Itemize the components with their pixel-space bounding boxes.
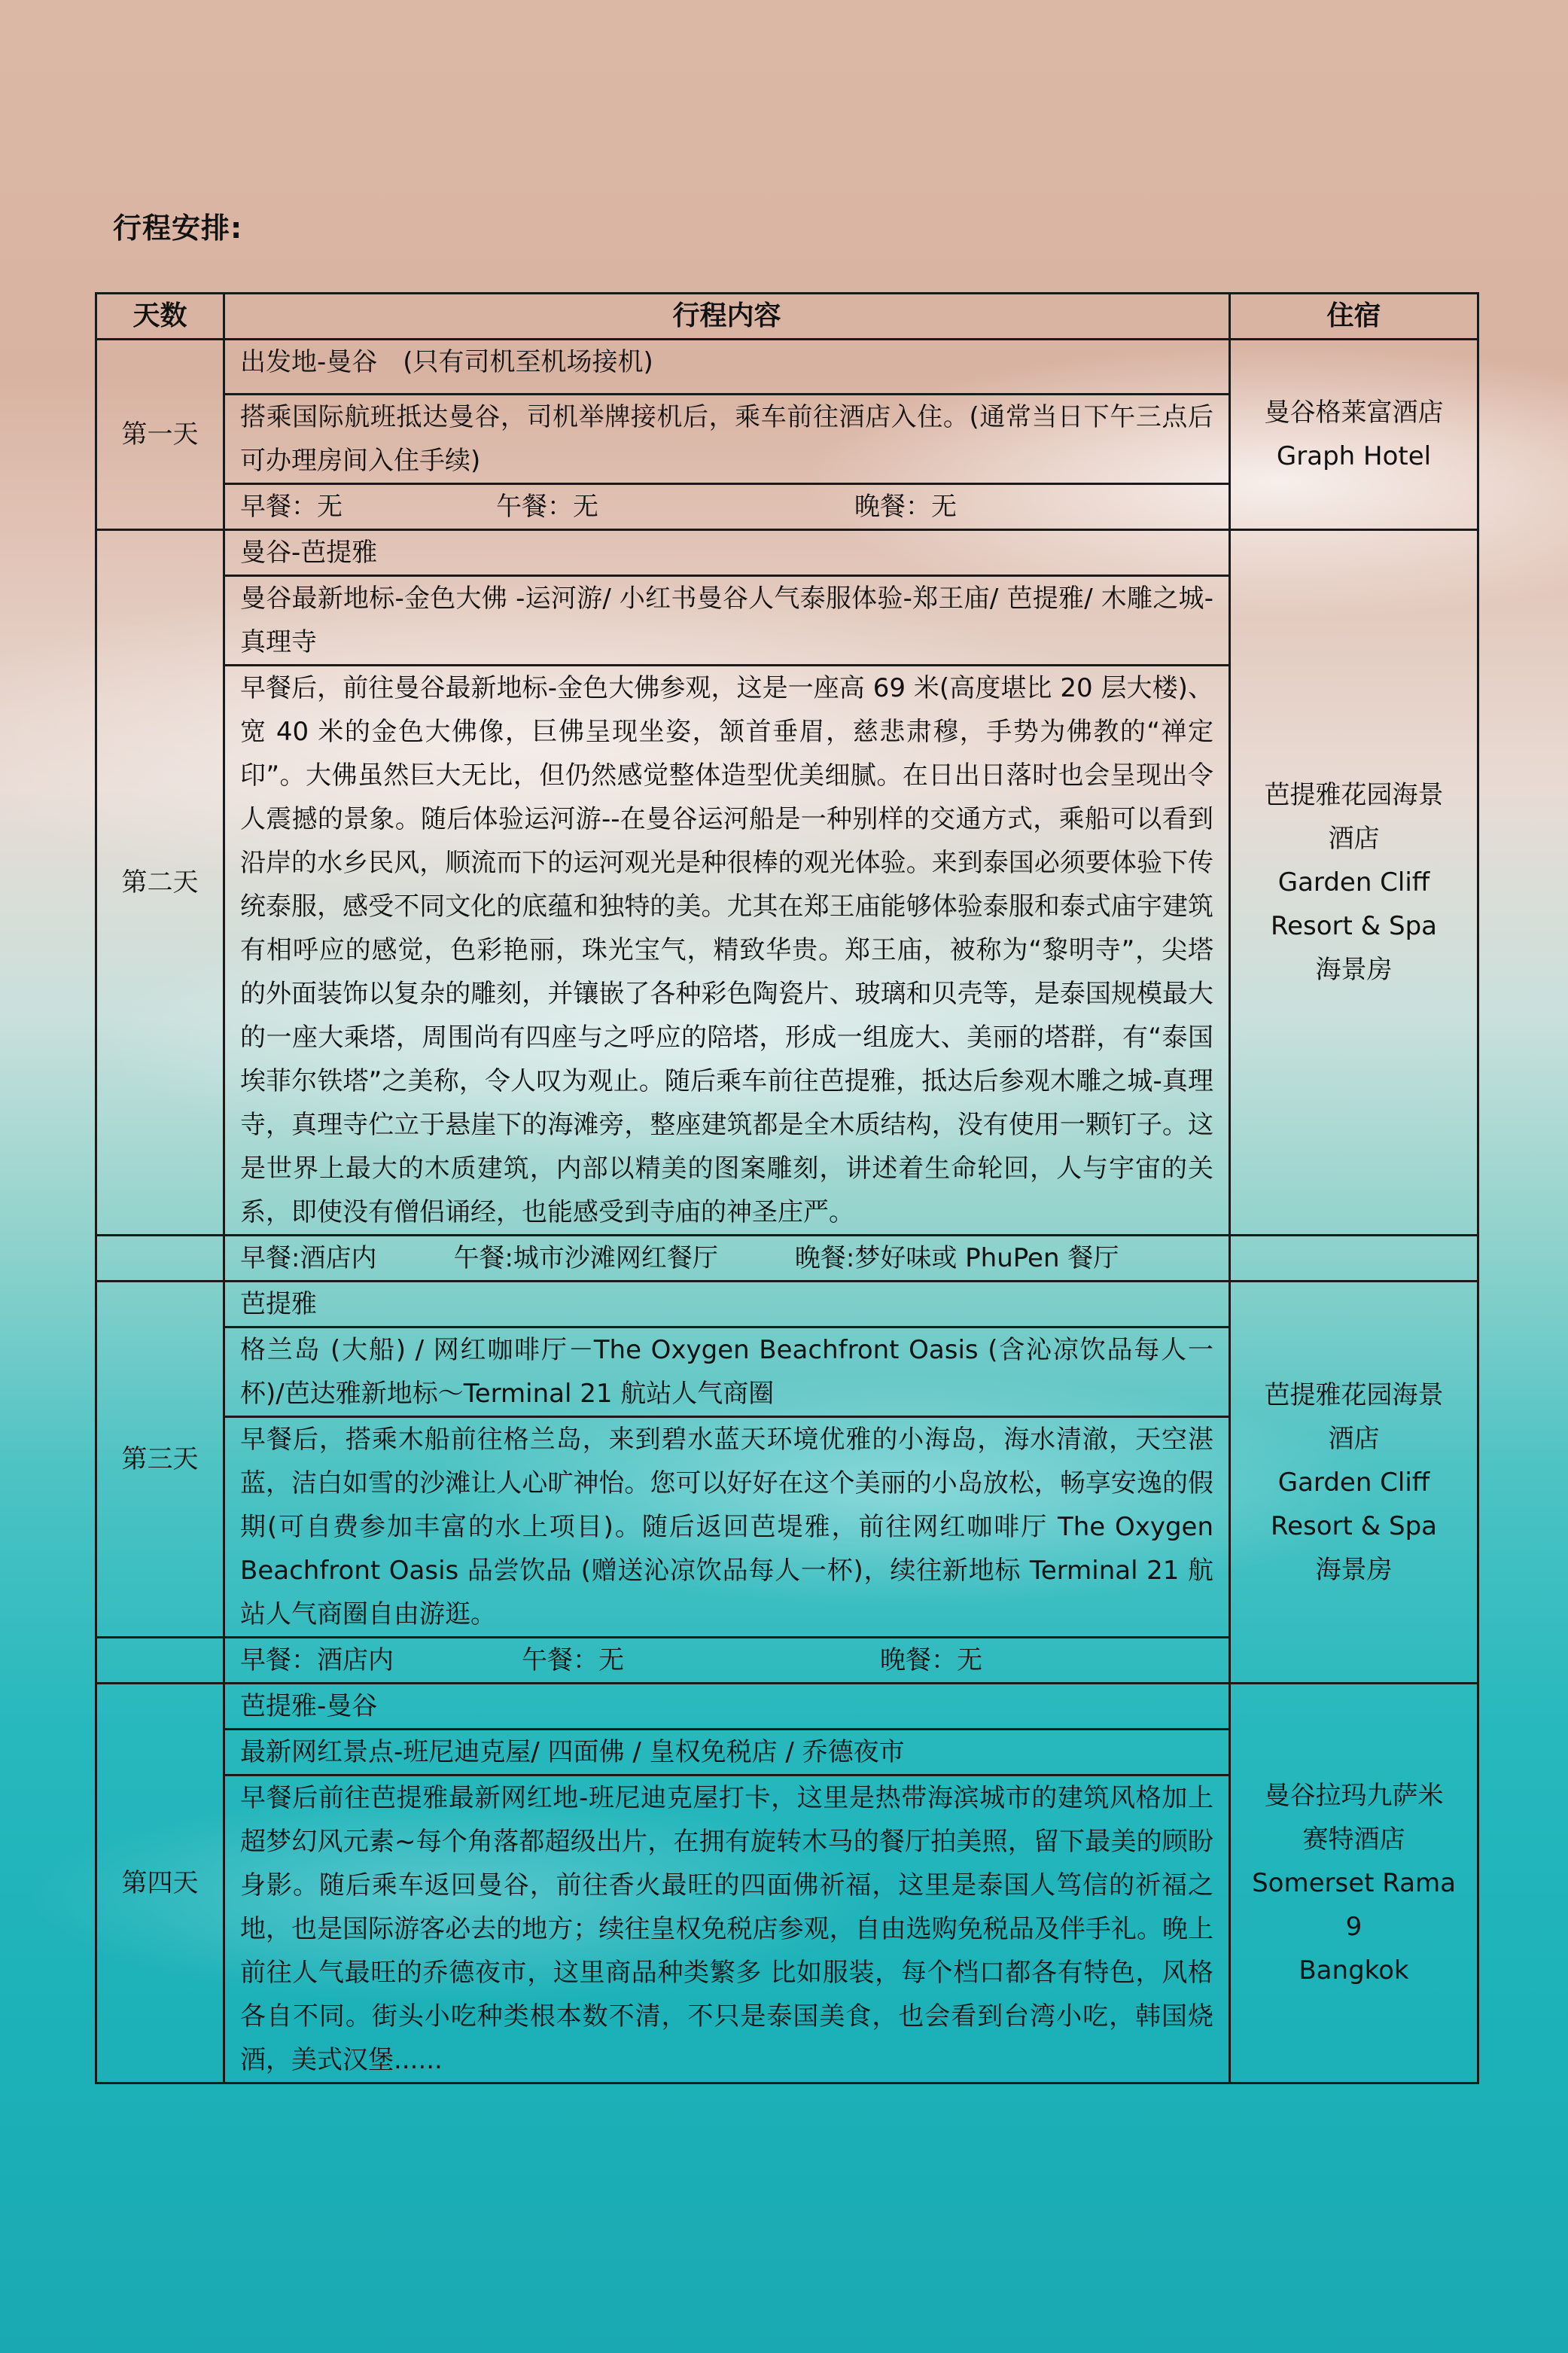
hotel-cell (1230, 1282, 1478, 1684)
hotel-line: 曼谷格莱富酒店 (1264, 398, 1444, 428)
hotel-line: Garden Cliff (1277, 1467, 1430, 1498)
hotel-line: Resort & Spa (1271, 911, 1437, 941)
hotel-cell (1230, 530, 1478, 1236)
day-cell: 第一天 (96, 340, 224, 530)
day-title: 芭提雅-曼谷 (224, 1684, 1230, 1730)
header-day: 天数 (96, 294, 224, 340)
hotel-line: 海景房 (1315, 1554, 1393, 1585)
table-row (96, 1282, 1478, 1327)
table-row (96, 1236, 1478, 1282)
day-spacer (96, 1236, 224, 1282)
hotel-line: Garden Cliff (1277, 867, 1430, 898)
day-cell: 第二天 (96, 530, 224, 1236)
hotel-line: Graph Hotel (1276, 441, 1432, 471)
hotel-line: 芭提雅花园海景 (1264, 780, 1444, 810)
hotel-line: Bangkok (1299, 1955, 1409, 1986)
hotel-cell (1230, 1684, 1478, 2083)
day-title: 芭提雅 (224, 1282, 1230, 1327)
table-header-row (96, 294, 1478, 340)
table-row (96, 1684, 1478, 1730)
table-row (96, 530, 1478, 576)
day-cell: 第三天 (96, 1282, 224, 1638)
day-cell: 第四天 (96, 1684, 224, 2083)
hotel-line: 曼谷拉玛九萨米 (1264, 1781, 1444, 1811)
header-content: 行程内容 (224, 294, 1230, 340)
hotel-line: 赛特酒店 (1302, 1824, 1405, 1855)
day-description: 早餐后，搭乘木船前往格兰岛，来到碧水蓝天环境优雅的小海岛，海水清澈，天空湛蓝，洁白如雪的沙滩让人心旷神怡。您可以好好在这个美丽的小岛放松，畅享安逸的假期(可自费参加丰富的水上项目)。随后返回芭堤雅，前往网红咖啡厅 The Oxygen Beachfront Oasis 品尝饮品 (赠送沁凉饮品每人一杯)，续往新地标 Terminal 21 航站人气商圈自由游逛。 (224, 1417, 1230, 1638)
table-row (96, 340, 1478, 395)
hotel-line: 海景房 (1315, 955, 1393, 985)
hotel-line: Somerset Rama 9 (1252, 1868, 1456, 1942)
day-description: 早餐后，前往曼谷最新地标-金色大佛参观，这是一座高 69 米(高度堪比 20 层大楼)、宽 40 米的金色大佛像，巨佛呈现坐姿，颔首垂眉，慈悲肃穆，手势为佛教的“禅定印”。大佛虽然巨大无比，但仍然感觉整体造型优美细腻。在日出日落时也会呈现出令人震撼的景象。随后体验运河游--在曼谷运河船是一种别样的交通方式，乘船可以看到沿岸的水乡民风，顺流而下的运河观光是种很棒的观光体验。来到泰国必须要体验下传统泰服，感受不同文化的底蕴和独特的美。尤其在郑王庙能够体验泰服和泰式庙宇建筑有相呼应的感觉，色彩艳丽，珠光宝气，精致华贵。郑王庙，被称为“黎明寺”，尖塔的外面装饰以复杂的雕刻，并镶嵌了各种彩色陶瓷片、玻璃和贝壳等，是泰国规模最大的一座大乘塔，周围尚有四座与之呼应的陪塔，形成一组庞大、美丽的塔群，有“泰国埃菲尔铁塔”之美称，令人叹为观止。随后乘车前往芭提雅，抵达后参观木雕之城-真理寺，真理寺伫立于悬崖下的海滩旁，整座建筑都是全木质结构，没有使用一颗钉子。这是世界上最大的木质建筑，内部以精美的图案雕刻，讲述着生命轮回，人与宇宙的关系，即使没有僧侣诵经，也能感受到寺庙的神圣庄严。 (224, 666, 1230, 1236)
day-title: 曼谷-芭提雅 (224, 530, 1230, 576)
day-description: 搭乘国际航班抵达曼谷，司机举牌接机后，乘车前往酒店入住。(通常当日下午三点后可办理房间入住手续) (224, 395, 1230, 484)
hotel-line: 酒店 (1328, 1423, 1380, 1454)
day-subtitle: 格兰岛 (大船) / 网红咖啡厅－The Oxygen Beachfront Oasis (含沁凉饮品每人一杯)/芭达雅新地标～Terminal 21 航站人气商圈 (224, 1327, 1230, 1417)
hotel-cell (1230, 340, 1478, 530)
day-description: 早餐后前往芭提雅最新网红地-班尼迪克屋打卡，这里是热带海滨城市的建筑风格加上超梦幻风元素~每个角落都超级出片，在拥有旋转木马的餐厅拍美照，留下最美的顾盼身影。随后乘车返回曼谷，前往香火最旺的四面佛祈福，这里是泰国人笃信的祈福之地，也是国际游客必去的地方；续往皇权免税店参观，自由选购免税品及伴手礼。晚上前往人气最旺的乔德夜市，这里商品种类繁多 比如服装，每个档口都各有特色，风格各自不同。街头小吃种类根本数不清，不只是泰国美食，也会看到台湾小吃，韩国烧酒，美式汉堡...... (224, 1775, 1230, 2083)
day-subtitle: 曼谷最新地标-金色大佛 -运河游/ 小红书曼谷人气泰服体验-郑王庙/ 芭提雅/ 木雕之城-真理寺 (224, 576, 1230, 666)
page-heading: 行程安排: (113, 212, 243, 245)
hotel-line: 芭提雅花园海景 (1264, 1379, 1444, 1410)
meals-line: 早餐:酒店内 午餐:城市沙滩网红餐厅 晚餐:梦好味或 PhuPen 餐厅 (224, 1236, 1230, 1282)
meals-line: 早餐：酒店内 午餐：无 晚餐：无 (224, 1638, 1230, 1684)
day-subtitle: 最新网红景点-班尼迪克屋/ 四面佛 / 皇权免税店 / 乔德夜市 (224, 1730, 1230, 1775)
itinerary-table (95, 292, 1479, 2084)
hotel-line: 酒店 (1328, 824, 1380, 854)
hotel-spacer (1230, 1236, 1478, 1282)
hotel-line: Resort & Spa (1271, 1510, 1437, 1541)
day-title: 出发地-曼谷 (只有司机至机场接机) (224, 340, 1230, 395)
meals-line: 早餐：无 午餐：无 晚餐：无 (224, 484, 1230, 530)
day-spacer (96, 1638, 224, 1684)
header-hotel: 住宿 (1230, 294, 1478, 340)
